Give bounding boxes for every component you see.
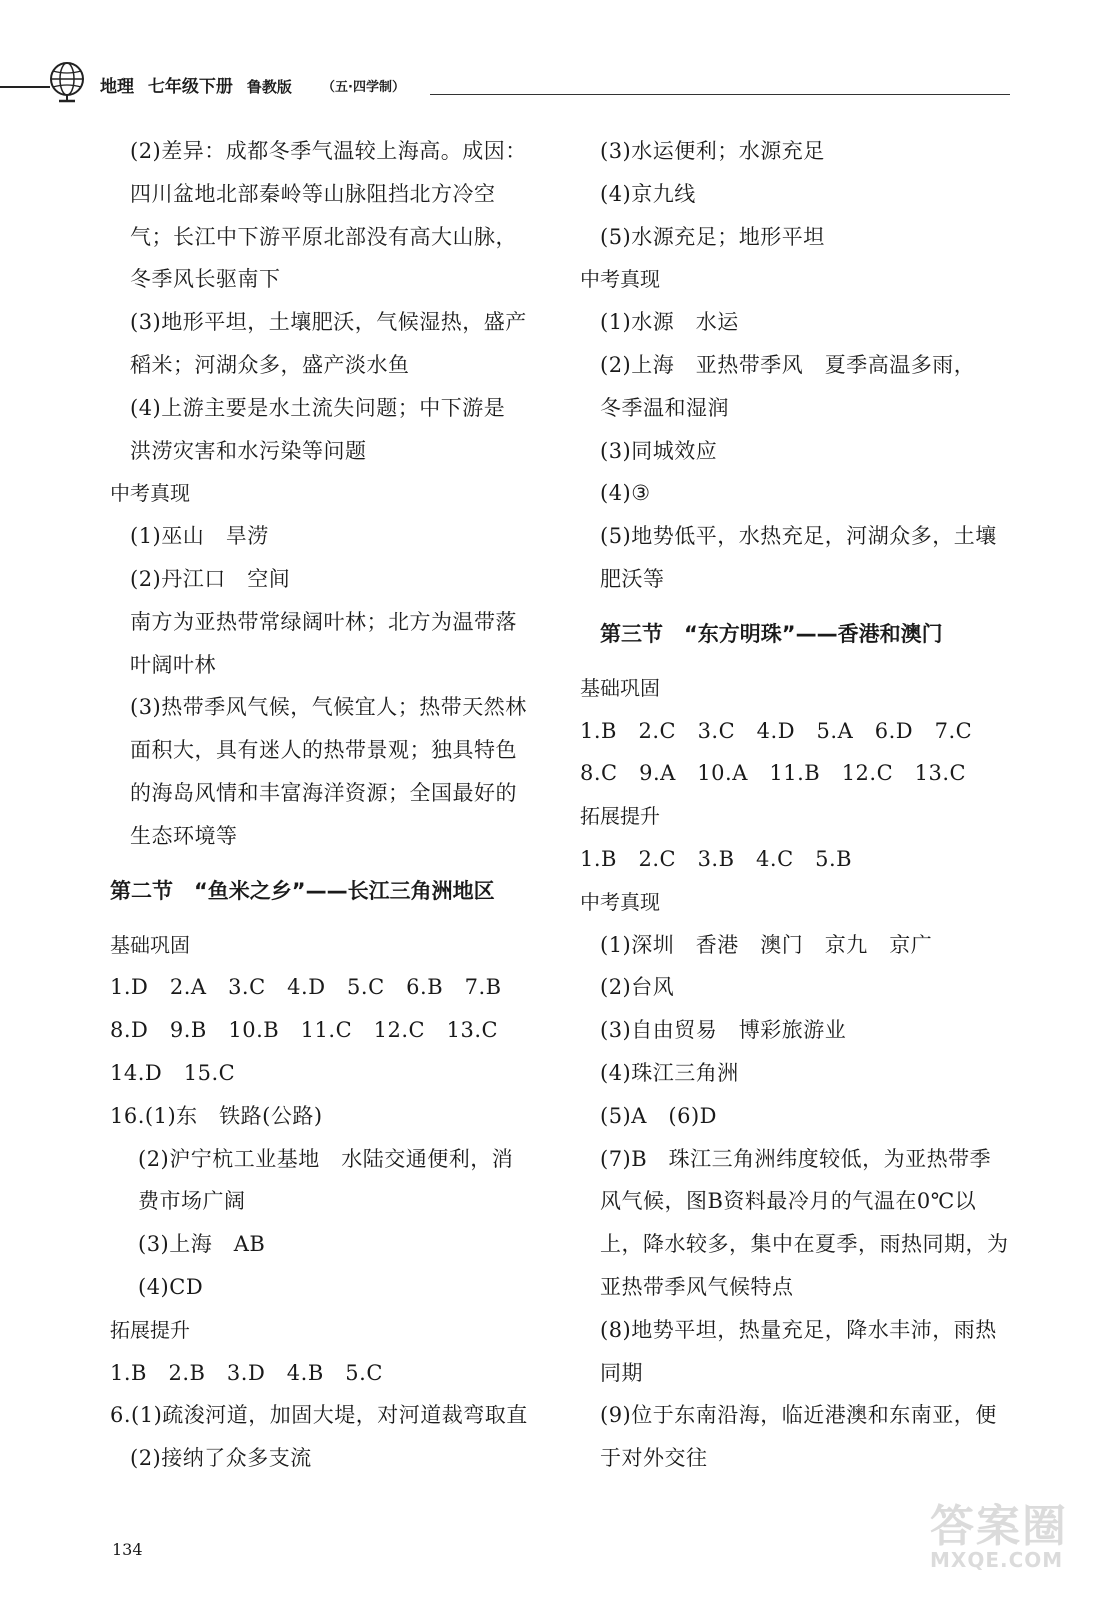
header-edition: 鲁教版 bbox=[246, 78, 292, 96]
answer-line: 稻米；河湖众多，盛产淡水鱼 bbox=[130, 352, 410, 377]
zhongkao-heading: 中考真现 bbox=[580, 889, 660, 914]
answer-line: 16.(1)东 铁路(公路) bbox=[110, 1103, 323, 1128]
answer-line: (2)沪宁杭工业基地 水陆交通便利，消 bbox=[138, 1146, 514, 1171]
header-rule-left bbox=[0, 86, 50, 88]
answer-line: (1)深圳 香港 澳门 京九 京广 bbox=[600, 932, 933, 957]
header-subject: 地理 bbox=[100, 77, 134, 97]
globe-icon bbox=[44, 58, 90, 104]
answer-line: (4)上游主要是水土流失问题；中下游是 bbox=[130, 395, 506, 420]
answer-line: (2)上海 亚热带季风 夏季高温多雨， bbox=[600, 352, 976, 377]
answer-line: (3)上海 AB bbox=[138, 1232, 266, 1257]
answer-line: 8.C 9.A 10.A 11.B 12.C 13.C bbox=[580, 761, 967, 786]
right-column bbox=[580, 130, 1030, 1480]
header-system: （五·四学制） bbox=[322, 80, 405, 95]
answer-line: (1)水源 水运 bbox=[600, 310, 739, 335]
zhongkao-heading: 中考真现 bbox=[580, 267, 660, 292]
section-title: 第二节 “鱼米之乡”——长江三角洲地区 bbox=[110, 878, 495, 903]
answer-line: 四川盆地北部秦岭等山脉阻挡北方冷空 bbox=[130, 181, 496, 206]
answer-line: (2)差异：成都冬季气温较上海高。成因： bbox=[130, 139, 527, 163]
answer-line: 南方为亚热带常绿阔叶林；北方为温带落 bbox=[130, 609, 517, 634]
answer-line: 14.D 15.C bbox=[110, 1060, 236, 1085]
answer-line: 同期 bbox=[600, 1360, 643, 1385]
answer-line: (8)地势平坦，热量充足，降水丰沛，雨热 bbox=[600, 1317, 997, 1342]
answer-line: (7)B 珠江三角洲纬度较低，为亚热带季 bbox=[600, 1146, 992, 1171]
answer-line: (2)台风 bbox=[600, 975, 675, 1000]
answer-line: (2)接纳了众多支流 bbox=[130, 1446, 312, 1471]
tuozhan-heading: 拓展提升 bbox=[110, 1317, 190, 1342]
answer-line: (3)自由贸易 博彩旅游业 bbox=[600, 1018, 847, 1043]
answer-line: 肥沃等 bbox=[600, 566, 665, 591]
watermark bbox=[920, 1490, 1090, 1590]
jichu-heading: 基础巩固 bbox=[110, 932, 190, 957]
answer-line: 1.B 2.C 3.B 4.C 5.B bbox=[580, 846, 853, 871]
answer-line: 气；长江中下游平原北部没有高大山脉， bbox=[130, 224, 517, 249]
answer-line: 洪涝灾害和水污染等问题 bbox=[130, 438, 367, 463]
jichu-heading: 基础巩固 bbox=[580, 675, 660, 700]
answer-line: (1)巫山 旱涝 bbox=[130, 524, 269, 549]
header-grade: 七年级下册 bbox=[147, 77, 233, 97]
answer-line: 冬季风长驱南下 bbox=[130, 267, 281, 292]
header-title bbox=[100, 72, 300, 97]
answer-line: (9)位于东南沿海，临近港澳和东南亚，便 bbox=[600, 1403, 997, 1428]
answer-line: 1.B 2.B 3.D 4.B 5.C bbox=[110, 1360, 383, 1385]
answer-line: (4)③ bbox=[600, 481, 651, 506]
answer-line: 生态环境等 bbox=[130, 823, 238, 848]
page-number: 134 bbox=[112, 1540, 143, 1559]
answer-line: 6.(1)疏浚河道，加固大堤，对河道裁弯取直 bbox=[110, 1403, 528, 1428]
answer-line: 8.D 9.B 10.B 11.C 12.C 13.C bbox=[110, 1018, 499, 1043]
answer-line: 1.B 2.C 3.C 4.D 5.A 6.D 7.C bbox=[580, 718, 973, 743]
answer-line: (5)地势低平，水热充足，河湖众多，土壤 bbox=[600, 524, 997, 549]
answer-line: 面积大，具有迷人的热带景观；独具特色 bbox=[130, 738, 517, 763]
watermark-url: MXQE.COM bbox=[930, 1548, 1064, 1572]
answer-line: 亚热带季风气候特点 bbox=[600, 1274, 794, 1299]
answer-line: 冬季温和湿润 bbox=[600, 395, 729, 420]
answer-line: (5)水源充足；地形平坦 bbox=[600, 224, 825, 249]
header-rule-right bbox=[430, 94, 1010, 95]
answer-line: 费市场广阔 bbox=[138, 1189, 246, 1214]
watermark-text: 答案圈 bbox=[930, 1501, 1068, 1552]
answer-line: 风气候，图B资料最冷月的气温在0℃以 bbox=[600, 1189, 977, 1214]
left-column bbox=[110, 130, 560, 1480]
tuozhan-heading: 拓展提升 bbox=[580, 804, 660, 829]
answer-line: (2)丹江口 空间 bbox=[130, 566, 291, 591]
answer-line: (3)同城效应 bbox=[600, 438, 718, 463]
zhongkao-heading: 中考真现 bbox=[110, 481, 190, 506]
answer-line: (3)地形平坦，土壤肥沃，气候湿热，盛产 bbox=[130, 310, 527, 335]
answer-line: (5)A (6)D bbox=[600, 1103, 717, 1128]
answer-line: (4)珠江三角洲 bbox=[600, 1060, 739, 1085]
answer-line: (3)热带季风气候，气候宜人；热带天然林 bbox=[130, 695, 527, 720]
page-header bbox=[0, 50, 1115, 120]
answer-line: 1.D 2.A 3.C 4.D 5.C 6.B 7.B bbox=[110, 975, 502, 1000]
answer-line: (3)水运便利；水源充足 bbox=[600, 139, 825, 163]
answer-line: (4)京九线 bbox=[600, 181, 696, 206]
answer-line: 叶阔叶林 bbox=[130, 652, 216, 677]
answer-line: (4)CD bbox=[138, 1274, 204, 1299]
answer-line: 于对外交往 bbox=[600, 1446, 708, 1471]
answer-line: 的海岛风情和丰富海洋资源；全国最好的 bbox=[130, 780, 517, 805]
section-title: 第三节 “东方明珠”——香港和澳门 bbox=[600, 621, 943, 646]
answer-line: 上，降水较多，集中在夏季，雨热同期，为 bbox=[600, 1232, 1009, 1257]
